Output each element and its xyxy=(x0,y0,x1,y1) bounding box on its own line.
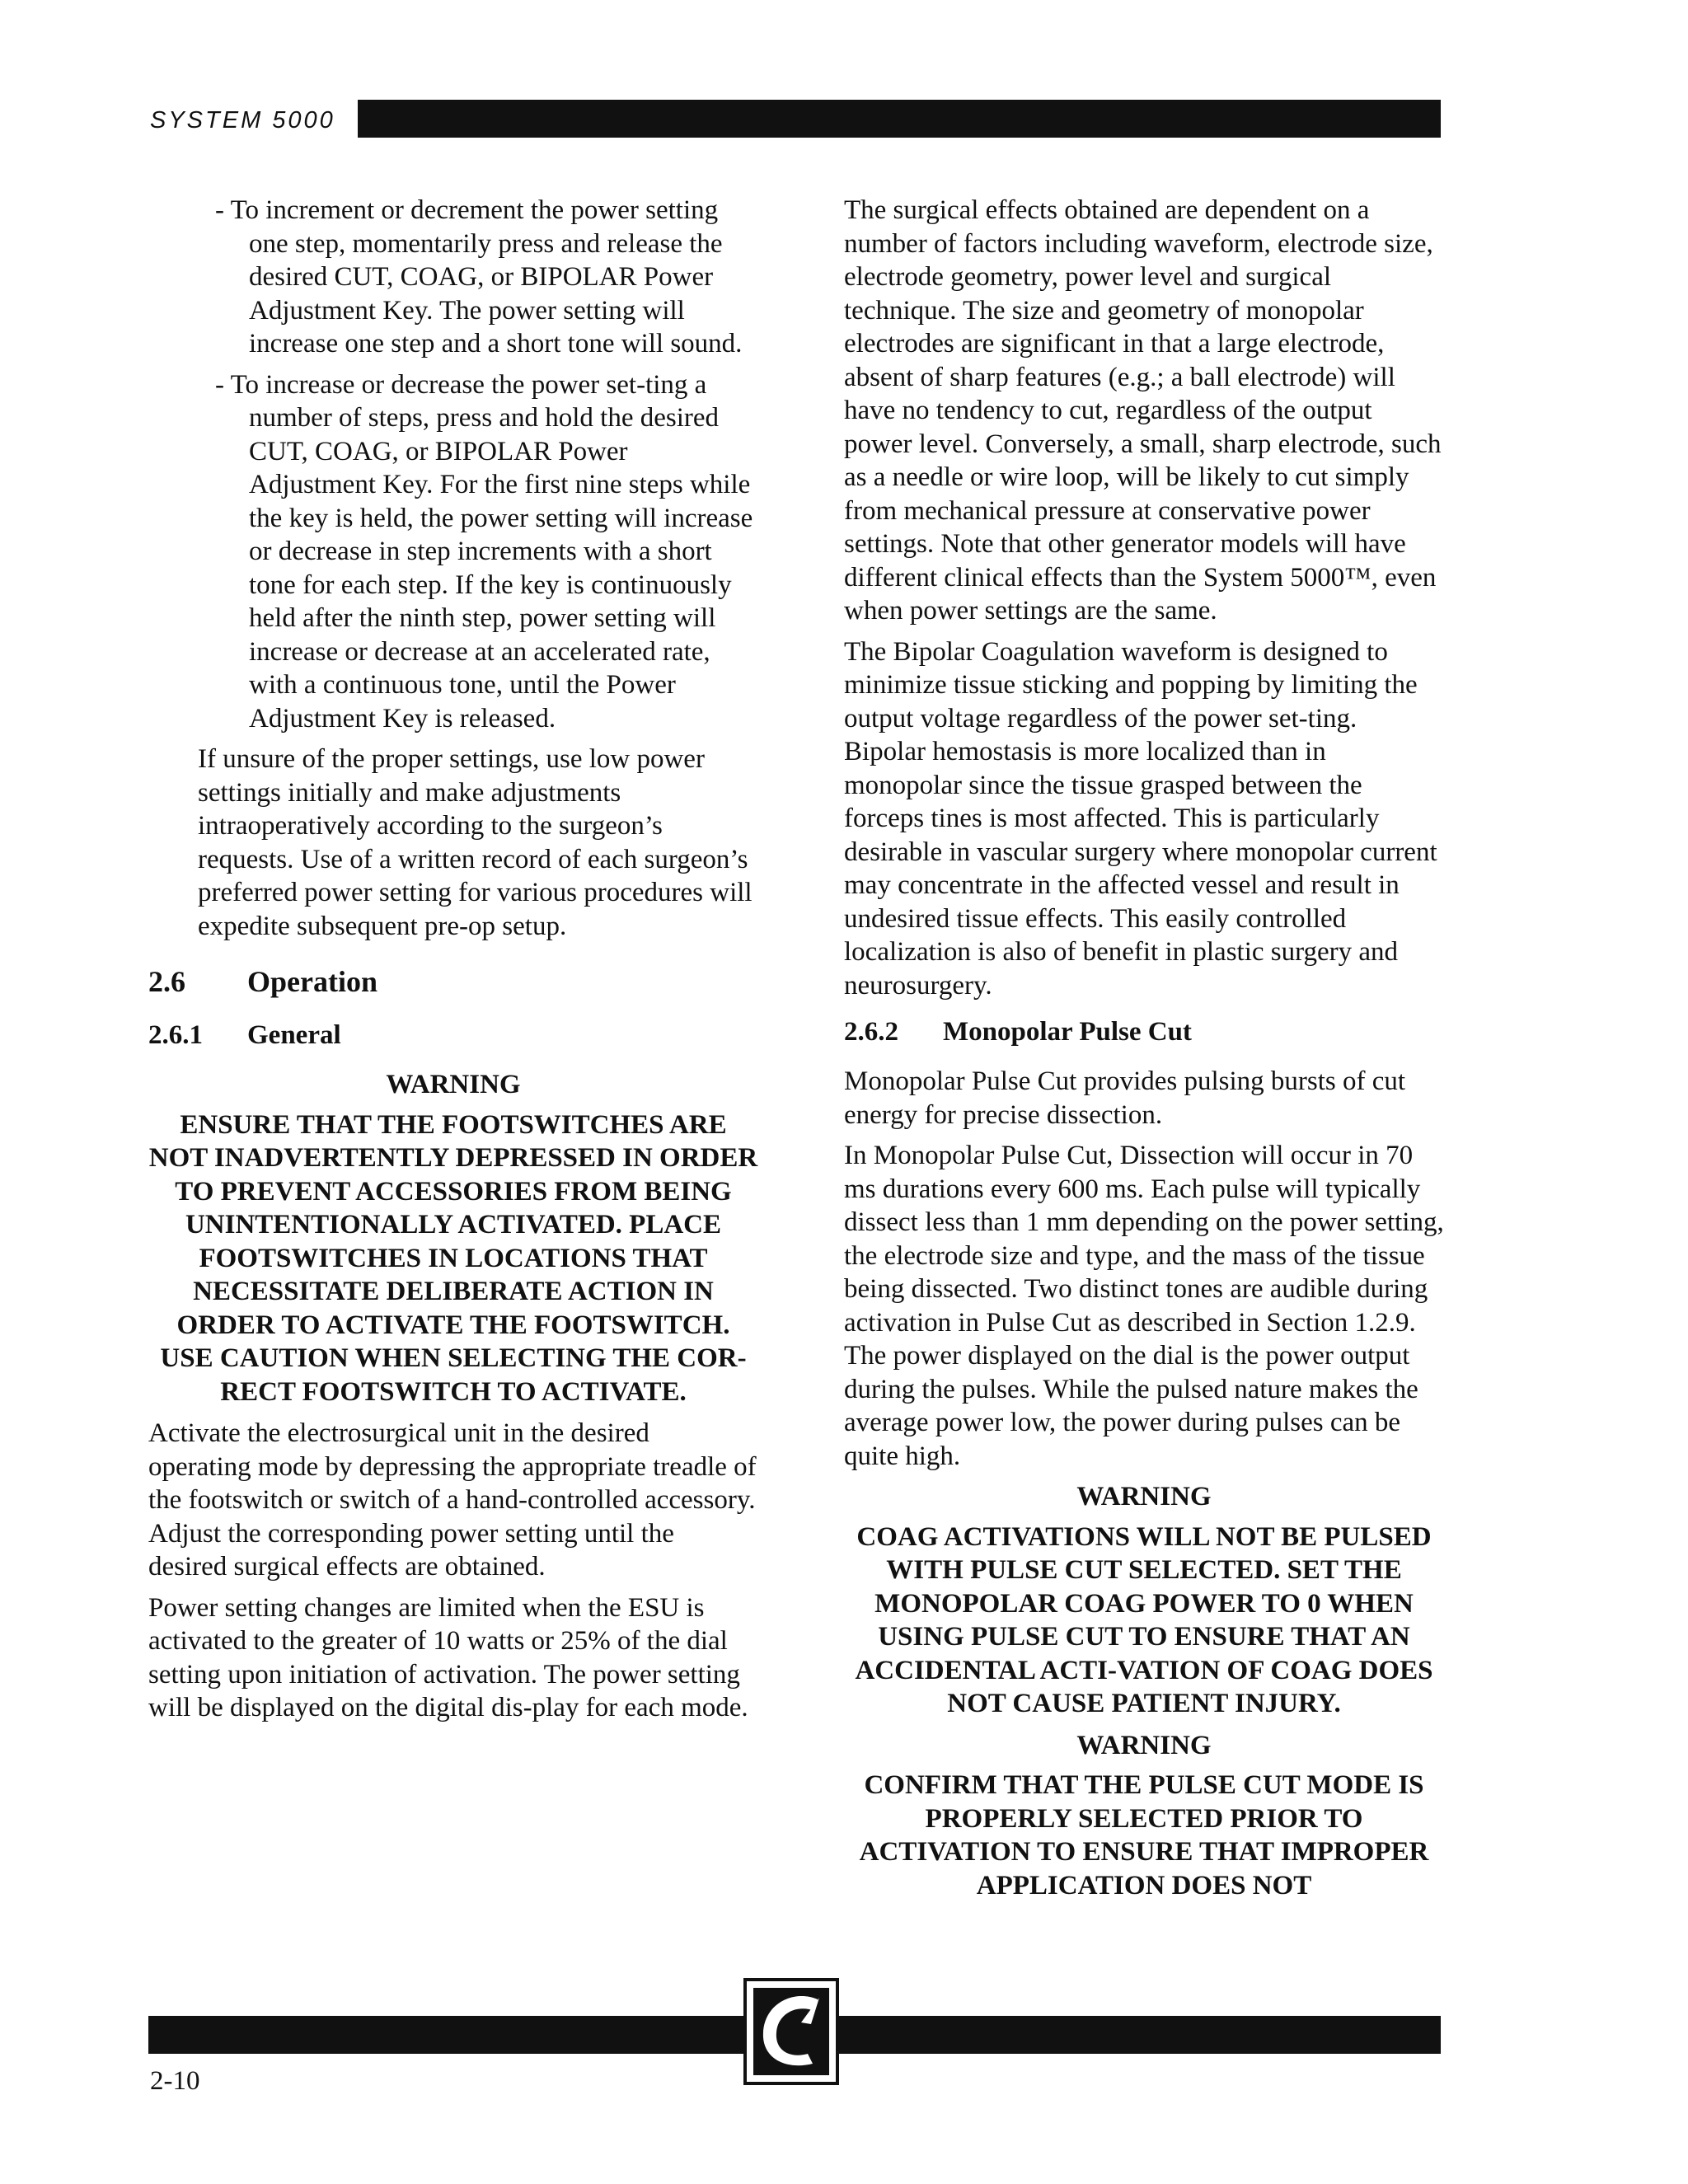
bullet-increment: - To increment or decrement the power setting one step, momentarily press and release the desired CUT, COAG, or BIPOLAR Power Adjustment Key. The power setting will increase one step and a short tone will sound. xyxy=(215,195,743,359)
right-column xyxy=(844,194,1444,1910)
page-number: 2-10 xyxy=(150,2066,200,2096)
paragraph-pulse-intro: Monopolar Pulse Cut provides pulsing bursts of cut energy for precise dissection. xyxy=(844,1066,1406,1130)
section-number: 2.6 xyxy=(148,965,185,998)
paragraph-power-limit: Power setting changes are limited when the ESU is activated to the greater of 10 watts or 25% of the dial setting upon initiation of activation. The power setting will be displayed on the digital dis-play for each mode. xyxy=(148,1592,748,1722)
subsection-number: 2.6.2 xyxy=(844,1017,898,1047)
subsection-number: 2.6.1 xyxy=(148,1020,203,1050)
subsection-title: General xyxy=(247,1020,341,1050)
left-column xyxy=(148,194,758,1732)
subsection-heading-general xyxy=(148,1019,758,1052)
subsection-title: Monopolar Pulse Cut xyxy=(943,1017,1192,1047)
section-title: Operation xyxy=(247,965,377,998)
section-heading-operation xyxy=(148,964,758,999)
bullet-increase: - To increase or decrease the power set-ting a number of steps, press and hold the desired CUT, COAG, or BIPOLAR Power Adjustment Key. For the first nine steps while the key is held, the power setting will increase or decrease in step increments with a short tone for each step. If the key is continuously held after the ninth step, power setting will increase or decrease at an accelerated rate, with a continuous tone, until the Power Adjustment Key is released. xyxy=(215,369,753,733)
warning-footswitch-text: ENSURE THAT THE FOOTSWITCHES ARE NOT INADVERTENTLY DEPRESSED IN ORDER TO PREVENT ACCESSORIES FROM BEING UNINTENTIONALLY ACTIVATED. PLACE FOOTSWITCHES IN LOCATIONS THAT NECESSITATE DELIBERATE ACTION IN ORDER TO ACTIVATE THE FOOTSWITCH. USE CAUTION WHEN SELECTING THE COR-RECT FOOTSWITCH TO ACTIVATE. xyxy=(148,1109,758,1407)
warning-label: WARNING xyxy=(1076,1482,1212,1511)
warning-label: WARNING xyxy=(386,1070,521,1099)
warning-coag-text: COAG ACTIVATIONS WILL NOT BE PULSED WITH PULSE CUT SELECTED. SET THE MONOPOLAR COAG POWER TO 0 WHEN USING PULSE CUT TO ENSURE THAT AN ACCIDENTAL ACTI-VATION OF COAG DOES NOT CAUSE PATIENT INJURY. xyxy=(855,1521,1433,1718)
subsection-heading-pulse-cut xyxy=(844,1015,1444,1048)
warning-label: WARNING xyxy=(1076,1730,1212,1760)
paragraph-bipolar: The Bipolar Coagulation waveform is designed to minimize tissue sticking and popping by limiting the output voltage regardless of the power set-ting. Bipolar hemostasis is more localized than in monopolar since the tissue grasped between the forceps tines is most affected. This is particularly desirable in vascular surgery where monopolar current may concentrate in the affected vessel and result in undesired tissue effects. This easily controlled localization is also of benefit in plastic surgery and neurosurgery. xyxy=(844,636,1437,1001)
paragraph-unsure: If unsure of the proper settings, use low power settings initially and make adjustments intraoperatively according to the surgeon’s requests. Use of a written record of each surgeon’s preferred power setting for various procedures will expedite subsequent pre-op setup. xyxy=(198,744,753,941)
header-bar xyxy=(358,100,1441,138)
paragraph-activate: Activate the electrosurgical unit in the desired operating mode by depressing the appropriate treadle of the footswitch or switch of a hand-controlled accessory. Adjust the corresponding power setting until the desired surgical effects are obtained. xyxy=(148,1418,757,1582)
conmed-logo-icon xyxy=(743,1978,839,2085)
paragraph-pulse-detail: In Monopolar Pulse Cut, Dissection will occur in 70 ms durations every 600 ms. Each pulse will typically dissect less than 1 mm depending on the power setting, the electrode size and type, and the mass of the tissue being dissected. Two distinct tones are audible during activation in Pulse Cut as described in Section 1.2.9. The power displayed on the dial is the power output during the pulses. While the pulsed nature makes the average power low, the power during pulses can be quite high. xyxy=(844,1141,1444,1471)
warning-pulse-mode-text: CONFIRM THAT THE PULSE CUT MODE IS PROPERLY SELECTED PRIOR TO ACTIVATION TO ENSURE THAT IMPROPER APPLICATION DOES NOT xyxy=(859,1770,1429,1900)
header-title: SYSTEM 5000 xyxy=(150,107,335,134)
paragraph-surgical-effects: The surgical effects obtained are dependent on a number of factors including waveform, electrode size, electrode geometry, power level and surgical technique. The size and geometry of monopolar electrodes are significant in that a large electrode, absent of sharp features (e.g.; a ball electrode) will have no tendency to cut, regardless of the output power level. Conversely, a small, sharp electrode, such as a needle or wire loop, will be likely to cut simply from mechanical pressure at conservative power settings. Note that other generator models will have different clinical effects than the System 5000™, even when power settings are the same. xyxy=(844,195,1442,626)
